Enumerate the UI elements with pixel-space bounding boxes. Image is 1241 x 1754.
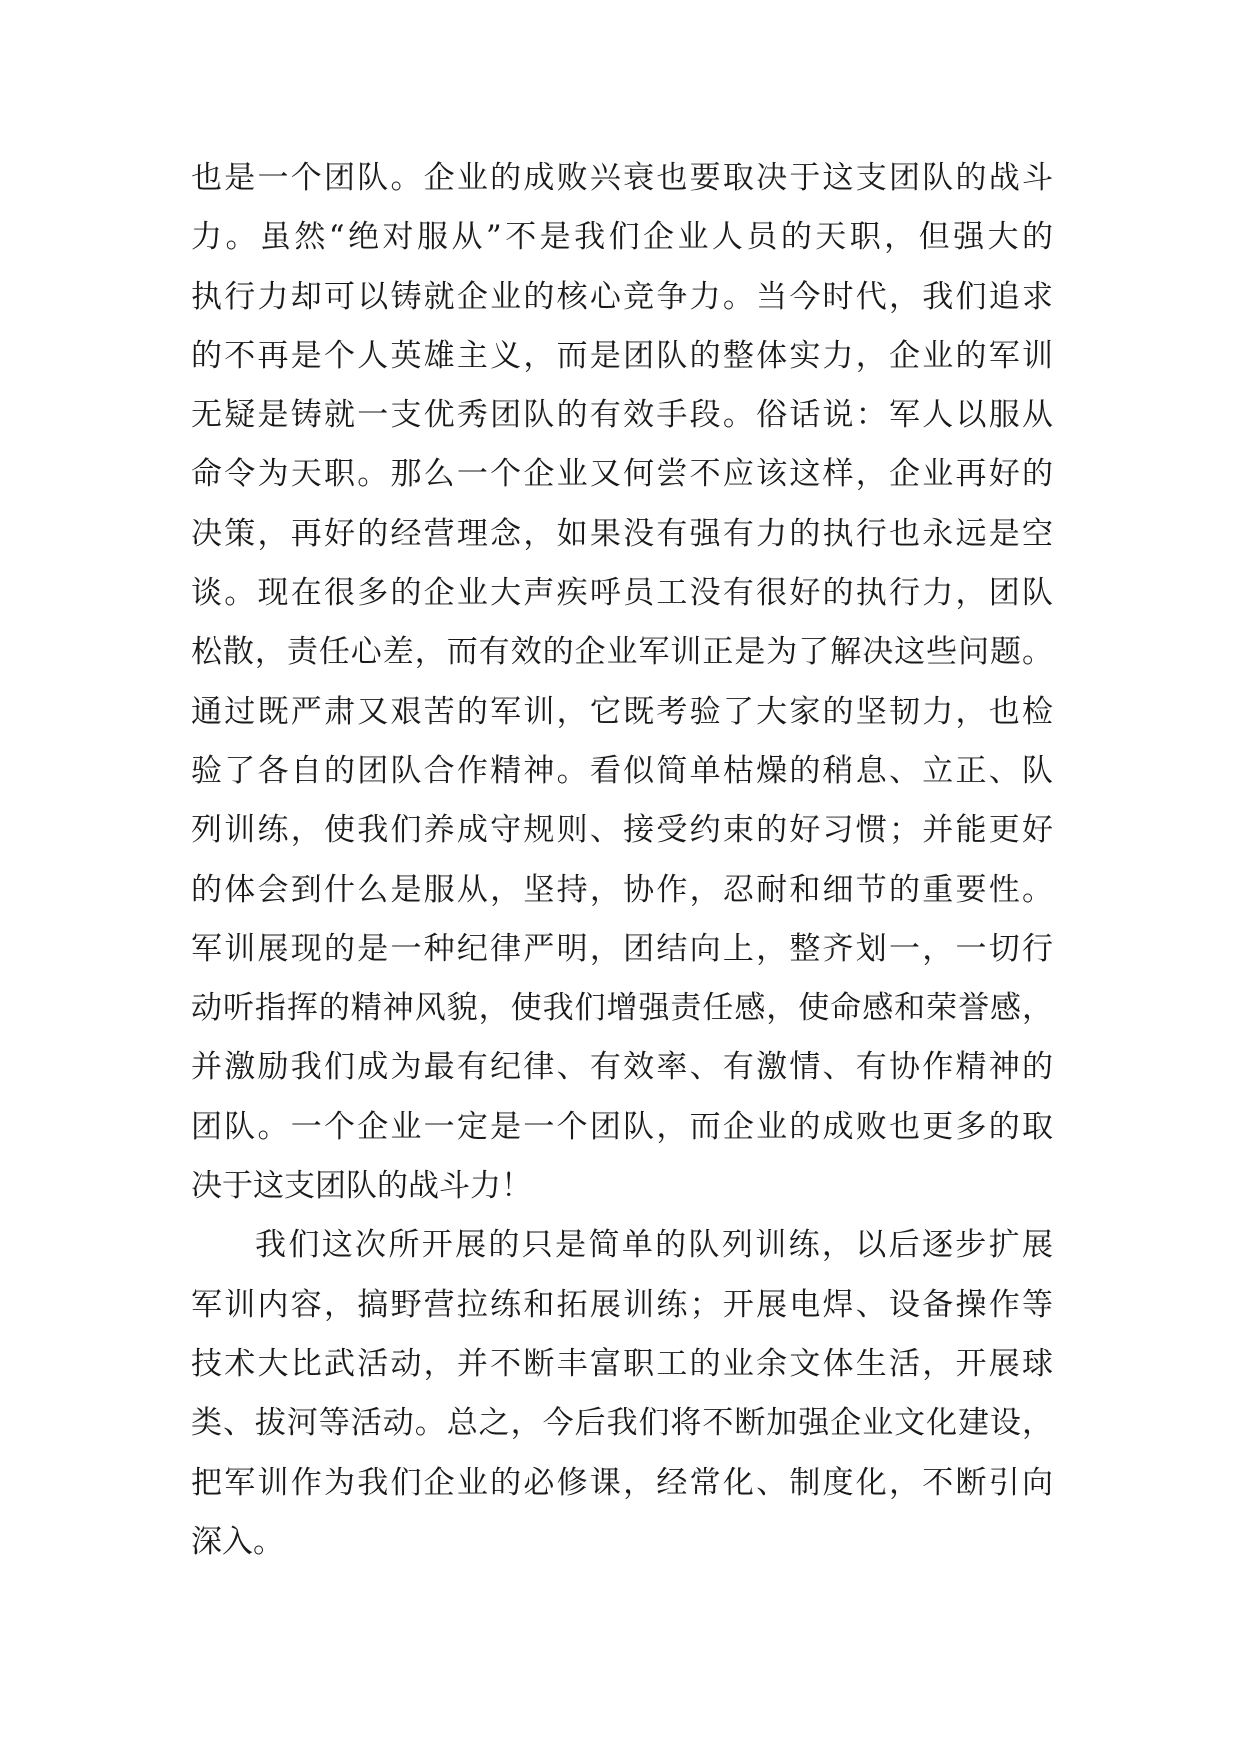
text-line: 决策，再好的经营理念，如果没有强有力的执行也永远是空 xyxy=(191,515,1053,552)
text-line: 把军训作为我们企业的必修课，经常化、制度化，不断引向 xyxy=(191,1464,1053,1501)
text-line: 无疑是铸就一支优秀团队的有效手段。俗话说：军人以服从 xyxy=(191,397,1053,434)
text-line: 谈。现在很多的企业大声疾呼员工没有很好的执行力，团队 xyxy=(191,575,1053,612)
text-line: 的不再是个人英雄主义，而是团队的整体实力，企业的军训 xyxy=(191,337,1053,374)
paragraph-1 xyxy=(191,158,1053,1225)
text-line: 动听指挥的精神风貌，使我们增强责任感，使命感和荣誉感， xyxy=(191,990,1053,1027)
text-line: 列训练，使我们养成守规则、接受约束的好习惯；并能更好 xyxy=(191,812,1053,849)
text-line: 力。虽然“绝对服从”不是我们企业人员的天职，但强大的 xyxy=(191,219,1053,256)
text-line: 并激励我们成为最有纪律、有效率、有激情、有协作精神的 xyxy=(191,1049,1053,1086)
text-line: 团队。一个企业一定是一个团队，而企业的成败也更多的取 xyxy=(191,1108,1053,1145)
text-line: 深入。 xyxy=(191,1523,284,1560)
text-line: 类、拔河等活动。总之，今后我们将不断加强企业文化建设， xyxy=(191,1405,1053,1442)
text-line: 通过既严肃又艰苦的军训，它既考验了大家的坚韧力，也检 xyxy=(191,693,1053,730)
text-line: 验了各自的团队合作精神。看似简单枯燥的稍息、立正、队 xyxy=(191,752,1053,789)
paragraph-2 xyxy=(191,1225,1053,1581)
body-text xyxy=(191,158,1053,1581)
text-line: 技术大比武活动，并不断丰富职工的业余文体生活，开展球 xyxy=(191,1345,1053,1382)
text-line: 决于这支团队的战斗力！ xyxy=(191,1168,532,1205)
text-line: 命令为天职。那么一个企业又何尝不应该这样，企业再好的 xyxy=(191,456,1053,493)
text-line: 的体会到什么是服从，坚持，协作，忍耐和细节的重要性。 xyxy=(191,871,1053,908)
text-line: 也是一个团队。企业的成败兴衰也要取决于这支团队的战斗 xyxy=(191,160,1053,196)
text-line: 松散，责任心差，而有效的企业军训正是为了解决这些问题。 xyxy=(191,634,1053,671)
text-line: 军训展现的是一种纪律严明，团结向上，整齐划一，一切行 xyxy=(191,930,1053,967)
text-line: 我们这次所开展的只是简单的队列训练，以后逐步扩展 xyxy=(255,1227,1053,1264)
text-line: 执行力却可以铸就企业的核心竞争力。当今时代，我们追求 xyxy=(191,278,1053,315)
text-line: 军训内容，搞野营拉练和拓展训练；开展电焊、设备操作等 xyxy=(191,1286,1053,1323)
